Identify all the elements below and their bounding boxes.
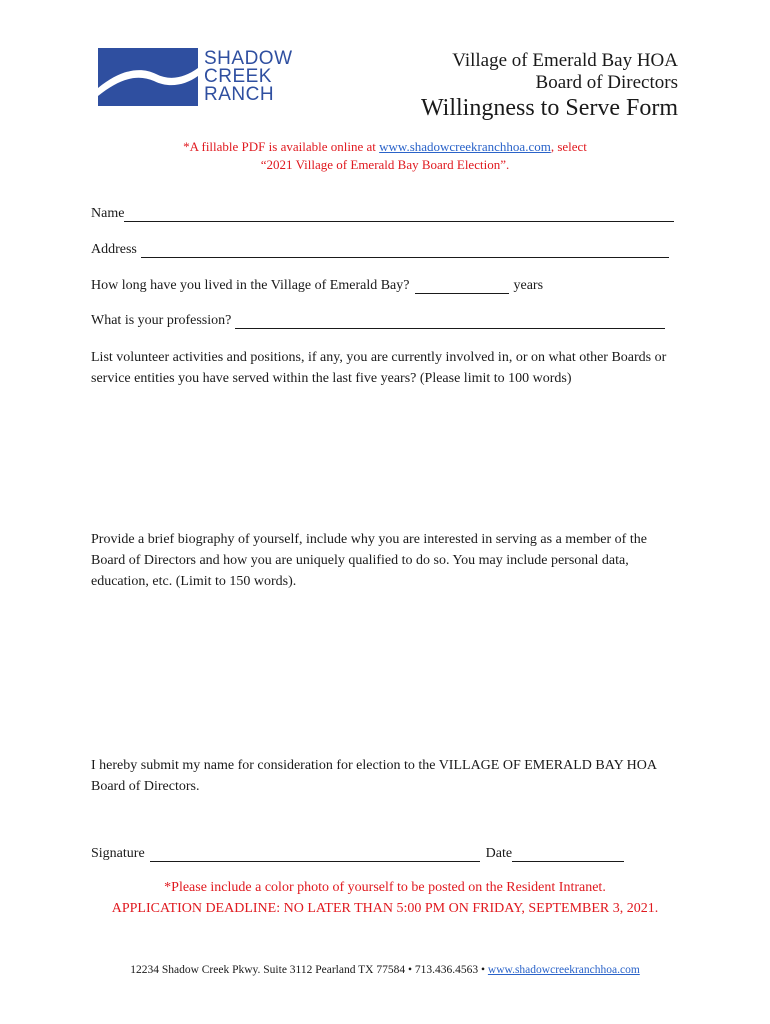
signature-field[interactable] [150,847,480,862]
deadline-notice: APPLICATION DEADLINE: NO LATER THAN 5:00 PM ON FRIDAY, SEPTEMBER 3, 2021. [111,901,659,916]
wave-logo-icon [98,48,198,106]
address-field[interactable] [141,243,669,258]
address-label: Address [91,242,137,257]
name-label: Name [91,206,125,221]
footer [0,964,770,976]
date-label: Date [485,846,513,861]
name-field[interactable] [124,207,674,222]
logo-word-creek: CREEK [204,66,272,87]
profession-field[interactable] [235,314,665,329]
website-link[interactable]: www.shadowcreekranchhoa.com [379,139,551,154]
page-title: Willingness to Serve Form [420,95,678,121]
address-row [91,242,669,258]
logo-word-ranch: RANCH [204,84,275,105]
signature-label: Signature [91,846,145,861]
profession-label: What is your profession? [91,313,232,328]
profession-row [91,313,665,329]
footer-address: 12234 Shadow Creek Pkwy. Suite 3112 Pearland TX 77584 • 713.436.4563 • [130,964,488,976]
date-field[interactable] [512,847,624,862]
biography-question: Provide a brief biography of yourself, include why you are interested in serving as a member of the Board of Directors and how you are uniquely qualified to do so. You may include personal data, education, etc. (Limit to 150 words). [91,532,647,589]
years-field[interactable] [415,279,509,294]
election-name-note: “2021 Village of Emerald Bay Board Election”. [260,157,510,172]
submit-statement: I hereby submit my name for consideration for election to the VILLAGE OF EMERALD BAY HOA Board of Directors. [91,758,657,794]
name-row [91,206,674,222]
volunteer-question: List volunteer activities and positions, if any, you are currently involved in, or on what other Boards or service entities you have served within the last five years? (Please limit to 100 words) [91,350,667,386]
photo-notice: *Please include a color photo of yourself to be posted on the Resident Intranet. [164,880,606,895]
header-board: Board of Directors [535,72,678,93]
residency-label: How long have you lived in the Village of Emerald Bay? [91,278,410,293]
shadow-creek-ranch-logo [98,48,308,110]
header-hoa-name: Village of Emerald Bay HOA [452,50,678,71]
fillable-pdf-note [0,139,770,155]
note-prefix: *A fillable PDF is available online at [183,139,380,154]
signature-row [91,846,624,862]
years-label: years [513,278,544,293]
footer-website-link[interactable]: www.shadowcreekranchhoa.com [487,964,640,976]
volunteer-answer-area[interactable] [91,395,681,520]
logo-word-shadow: SHADOW [204,48,293,69]
biography-answer-area[interactable] [91,598,681,748]
note-suffix: , select [550,139,587,154]
residency-row [91,278,543,294]
